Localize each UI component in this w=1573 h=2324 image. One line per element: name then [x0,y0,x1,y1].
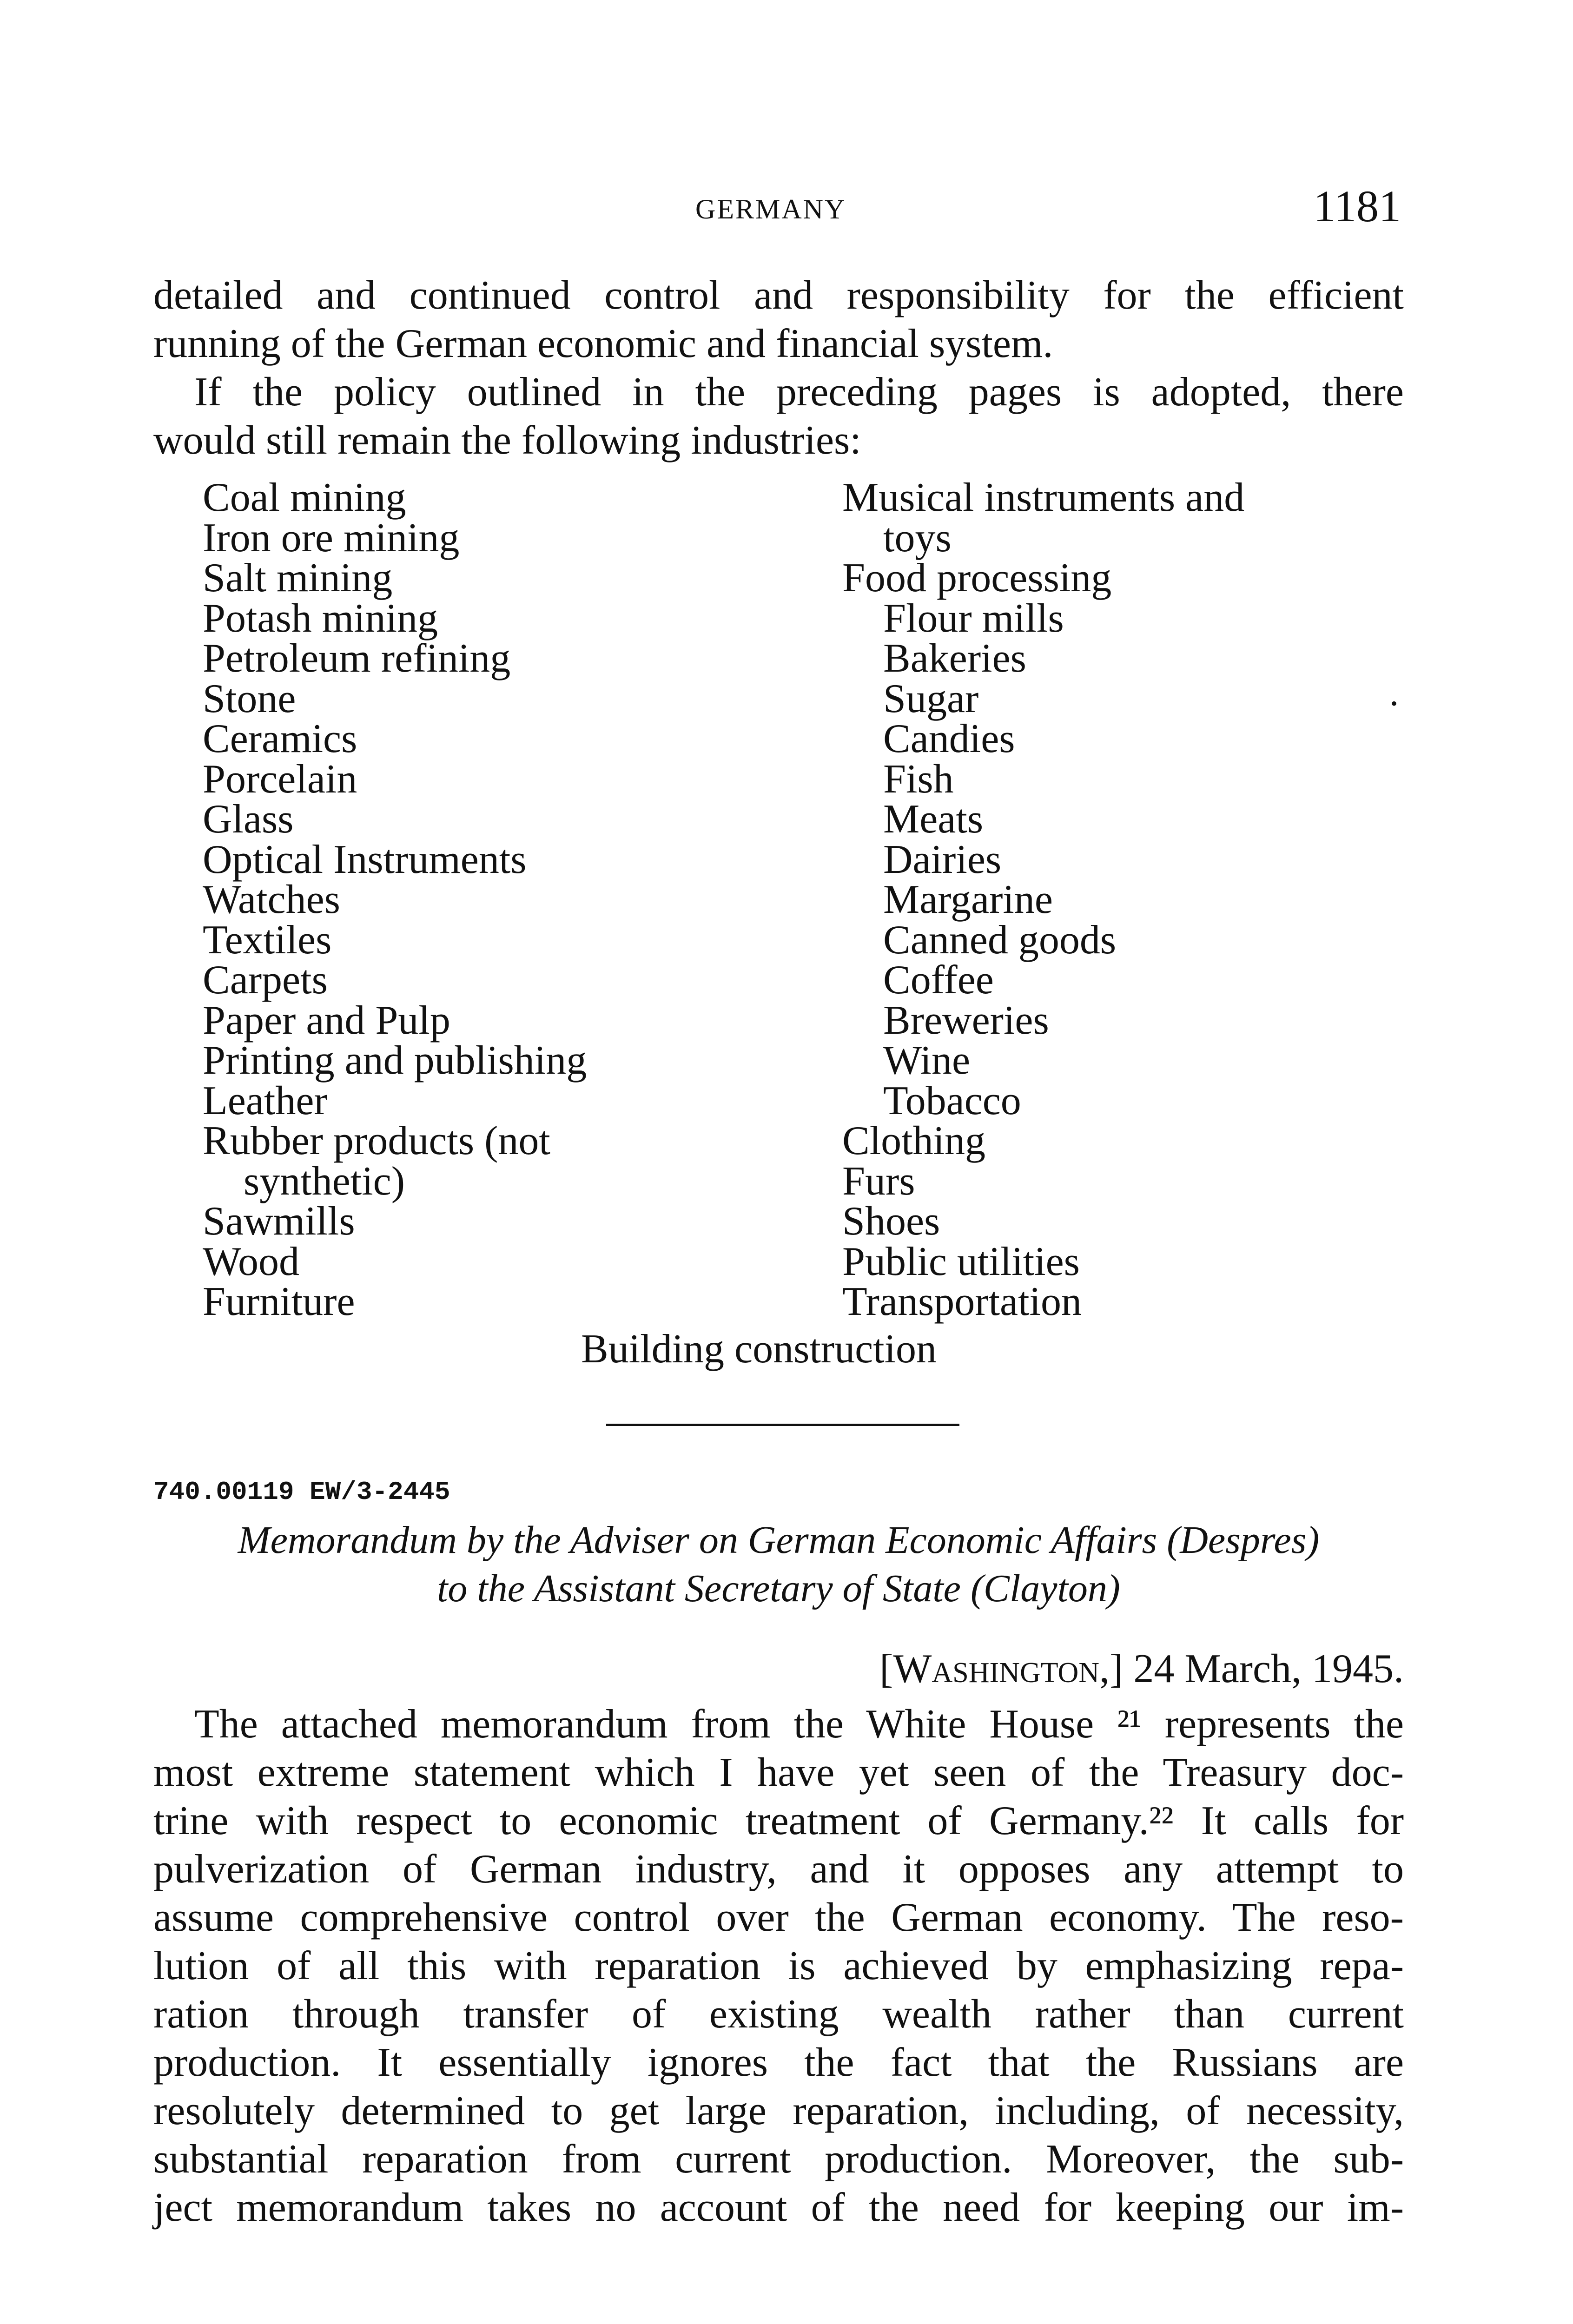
text-line: assume comprehensive control over the German economy. The reso- [153,1895,1404,1940]
list-item: Rubber products (not [203,1118,550,1163]
list-item: Printing and publishing [203,1038,587,1083]
list-item: Stone [203,676,296,721]
document-title [153,1516,1404,1613]
list-item: Furs [842,1158,915,1204]
text-line: trine with respect to economic treatment of Germany.²² It calls for [153,1798,1404,1843]
industries-right-column [842,475,1245,1324]
text-line: ject memorandum takes no account of the need for keeping our im- [153,2185,1404,2230]
dateline-place: [Washington,] [879,1646,1124,1691]
top-paragraph-2 [153,368,1404,465]
list-subitem: Fish [883,756,954,802]
list-subitem: Wine [883,1038,971,1083]
text-line: would still remain the following industries: [153,418,861,463]
file-reference: 740.00119 EW/3-2445 [153,1477,450,1507]
list-item: Furniture [203,1279,355,1324]
section-divider [606,1424,959,1426]
list-subitem: Tobacco [883,1078,1021,1123]
title-line: Memorandum by the Adviser on German Economic Affairs (Despres) [238,1519,1320,1562]
list-item: Watches [203,877,340,922]
list-subitem: Breweries [883,997,1049,1043]
list-item: Coal mining [203,475,406,520]
list-subitem: Margarine [883,877,1053,922]
title-line: to the Assistant Secretary of State (Clayton) [437,1567,1120,1610]
list-item: Optical Instruments [203,837,527,882]
list-item: Glass [203,797,294,842]
dateline [879,1645,1404,1692]
list-subitem: Canned goods [883,917,1117,963]
list-subitem: Dairies [883,837,1002,882]
list-item: Musical instruments and [842,475,1245,520]
text-line: pulverization of German industry, and it opposes any attempt to [153,1847,1404,1892]
text-line: If the policy outlined in the preceding pages is adopted, there [194,370,1404,415]
list-item: Shoes [842,1199,940,1244]
list-subitem: Coffee [883,957,994,1003]
text-line: most extreme statement which I have yet seen of the Treasury doc- [153,1750,1404,1795]
list-item: Potash mining [203,595,438,641]
list-item: Wood [203,1239,300,1284]
list-subitem: Candies [883,716,1015,761]
list-subitem: Sugar [883,676,979,721]
text-line: substantial reparation from current production. Moreover, the sub- [153,2137,1404,2182]
text-line: detailed and continued control and responsibility for the efficient [153,273,1404,318]
text-line: running of the German economic and financial system. [153,321,1053,366]
page-number: 1181 [1313,181,1401,231]
text-line: resolutely determined to get large reparation, including, of necessity, [153,2088,1404,2133]
list-subitem: Bakeries [883,636,1026,681]
list-item: Salt mining [203,555,393,601]
top-paragraph-1 [153,271,1404,368]
list-item: Transportation [842,1279,1082,1324]
stray-mark: • [1391,693,1398,714]
list-item: Public utilities [842,1239,1080,1284]
list-item: Porcelain [203,756,357,802]
body-paragraph [153,1700,1404,2232]
list-item-continuation: toys [883,515,952,561]
list-item: Textiles [203,917,332,963]
text-line: production. It essentially ignores the fact that the Russians are [153,2040,1404,2085]
dateline-date: 24 March, 1945. [1133,1646,1404,1691]
list-item: Clothing [842,1118,986,1163]
list-item: Carpets [203,957,328,1003]
text-line: ration through transfer of existing wealth rather than current [153,1992,1404,2037]
list-item-final: Building construction [581,1327,937,1372]
list-item: Paper and Pulp [203,997,450,1043]
text-line: The attached memorandum from the White House ²¹ represents the [194,1702,1404,1747]
list-item: Ceramics [203,716,357,761]
list-item: Leather [203,1078,328,1123]
text-line: lution of all this with reparation is achieved by emphasizing repa- [153,1943,1404,1988]
list-item: Iron ore mining [203,515,460,561]
list-subitem: Flour mills [883,595,1064,641]
list-item: Food processing [842,555,1112,601]
list-item: Sawmills [203,1199,355,1244]
list-item: Petroleum refining [203,636,511,681]
industries-left-column [203,475,587,1324]
list-item-continuation: synthetic) [244,1158,405,1204]
running-title: GERMANY [695,194,846,224]
list-subitem: Meats [883,797,984,842]
